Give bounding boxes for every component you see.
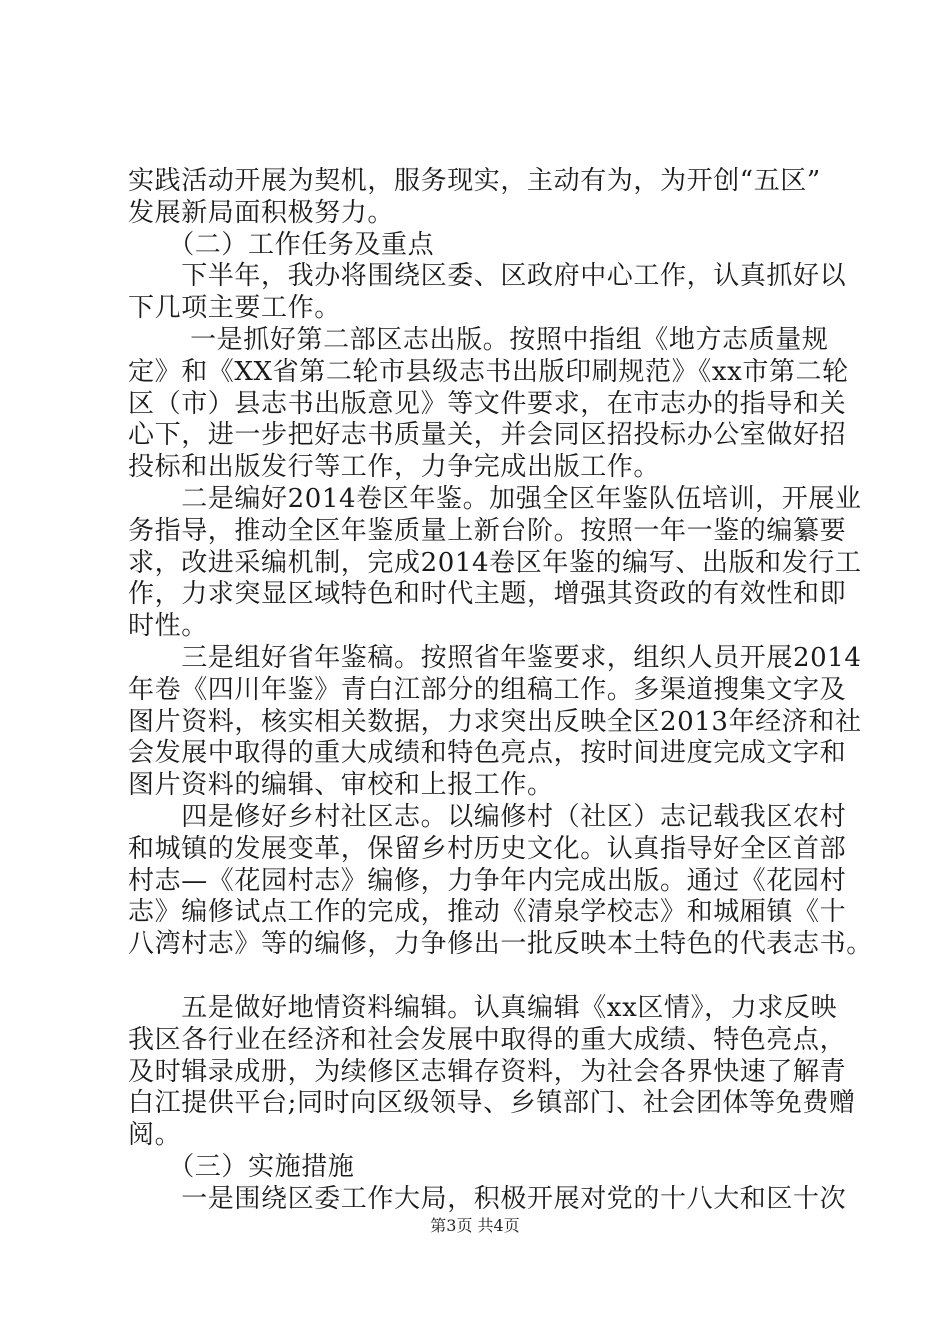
text-line: 阅。 — [128, 1120, 182, 1151]
text-line: 务指导，推动全区年鉴质量上新台阶。按照一年一鉴的编纂要 — [128, 515, 847, 546]
section-heading: （三）实施措施 — [128, 1151, 355, 1182]
text-line: 五是做好地情资料编辑。认真编辑《xx区情》，力求反映 — [128, 992, 838, 1023]
text-line: 图片资料的编辑、审校和上报工作。 — [128, 770, 554, 801]
text-line: 会发展中取得的重大成绩和特色亮点，按时间进度完成文字和 — [128, 738, 847, 769]
text-line: 八湾村志》等的编修，力争修出一批反映本土特色的代表志书。 — [128, 929, 873, 960]
text-line: 四是修好乡村社区志。以编修村（社区）志记载我区农村 — [128, 801, 847, 832]
text-line: 二是编好2014卷区年鉴。加强全区年鉴队伍培训，开展业 — [128, 483, 862, 514]
text-line: 求，改进采编机制，完成2014卷区年鉴的编写、出版和发行工 — [128, 547, 862, 578]
text-line: 我区各行业在经济和社会发展中取得的重大成绩、特色亮点， — [128, 1024, 847, 1055]
text-line: 和城镇的发展变革，保留乡村历史文化。认真指导好全区首部 — [128, 833, 847, 864]
text-line: 投标和出版发行等工作，力争完成出版工作。 — [128, 452, 661, 483]
document-body — [128, 166, 873, 1216]
text-line: 白江提供平台;同时向区级领导、乡镇部门、社会团体等免费赠 — [128, 1088, 856, 1119]
section-heading: （二）工作任务及重点 — [128, 229, 435, 260]
text-line: 志》编修试点工作的完成，推动《清泉学校志》和城厢镇《十 — [128, 897, 847, 928]
text-line: 三是组好省年鉴稿。按照省年鉴要求，组织人员开展2014 — [128, 642, 862, 673]
text-line: 村志—《花园村志》编修，力争年内完成出版。通过《花园村 — [128, 865, 847, 896]
text-line: 作，力求突显区域特色和时代主题，增强其资政的有效性和即 — [128, 579, 847, 610]
text-line: 图片资料，核实相关数据，力求突出反映全区2013年经济和社 — [128, 706, 862, 737]
text-line: 及时辑录成册，为续修区志辑存资料，为社会各界快速了解青 — [128, 1056, 847, 1087]
text-line: 年卷《四川年鉴》青白江部分的组稿工作。多渠道搜集文字及 — [128, 674, 847, 705]
text-line: 发展新局面积极努力。 — [128, 197, 395, 228]
text-line: 心下，进一步把好志书质量关，并会同区招投标办公室做好招 — [128, 420, 847, 451]
text-line: 实践活动开展为契机，服务现实，主动有为，为开创“五区” — [128, 166, 821, 196]
page-number-footer: 第3页 共4页 — [430, 1216, 520, 1235]
text-line: 下半年，我办将围绕区委、区政府中心工作，认真抓好以 — [128, 261, 847, 292]
text-line: 定》和《XX省第二轮市县级志书出版印刷规范》《xx市第二轮 — [128, 356, 849, 387]
paragraph-gap — [128, 961, 832, 993]
text-line: 区（市）县志书出版意见》等文件要求，在市志办的指导和关 — [128, 388, 847, 419]
text-line: 下几项主要工作。 — [128, 293, 341, 324]
text-line: 一是抓好第二部区志出版。按照中指组《地方志质量规 — [128, 324, 829, 355]
text-line: 时性。 — [128, 611, 208, 642]
text-line: 一是围绕区委工作大局，积极开展对党的十八大和区十次 — [128, 1183, 847, 1214]
